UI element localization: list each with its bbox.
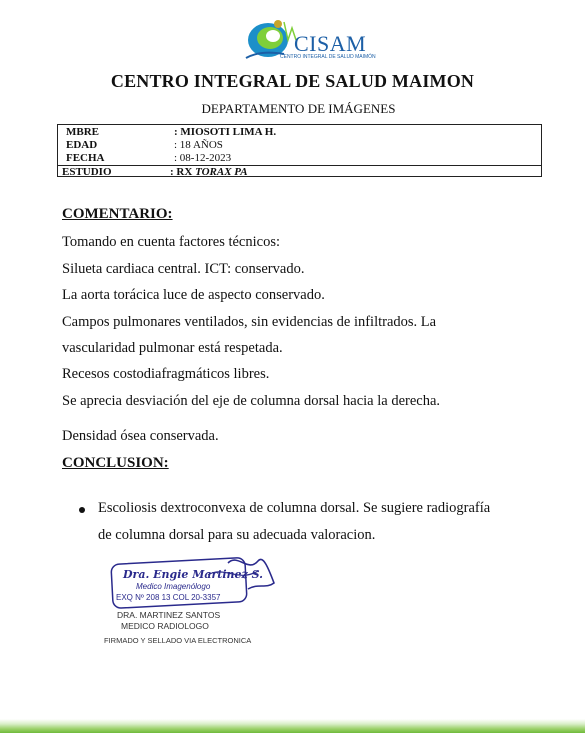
bullet-icon [79, 507, 85, 513]
comment-line: Tomando en cuenta factores técnicos: [62, 234, 281, 250]
patient-name-value: : MIOSOTI LIMA H. [174, 126, 277, 138]
doctor-stamp [108, 553, 278, 611]
patient-date-value: : 08-12-2023 [174, 152, 232, 164]
patient-row-study [58, 165, 541, 179]
comment-line: Se aprecia desviación del eje de columna dorsal hacia la derecha. [62, 393, 441, 409]
patient-age-label: EDAD [66, 139, 98, 151]
stamp-exequatur: EXQ Nº 208 13 COL 20-3357 [116, 593, 221, 602]
comment-line: La aorta torácica luce de aspecto conservado. [62, 287, 325, 303]
patient-info-box [57, 124, 542, 177]
signer-role: MEDICO RADIOLOGO [121, 621, 209, 631]
comment-heading: COMENTARIO: [62, 206, 173, 222]
department-title: DEPARTAMENTO DE IMÁGENES [201, 101, 396, 116]
patient-row-name [62, 126, 541, 139]
patient-name-label: MBRE [66, 126, 99, 138]
conclusion-line: de columna dorsal para su adecuada valoracion. [98, 527, 376, 543]
comment-line: Recesos costodiafragmáticos libres. [62, 366, 270, 382]
comment-line: Silueta cardiaca central. ICT: conservado. [62, 261, 305, 277]
conclusion-heading: CONCLUSION: [62, 455, 169, 471]
patient-row-age [62, 139, 541, 152]
stamp-name: Dra. Engie Martinez S. [123, 568, 264, 581]
comment-line: Densidad ósea conservada. [62, 428, 219, 444]
patient-date-label: FECHA [66, 152, 105, 164]
document-title: CENTRO INTEGRAL DE SALUD MAIMON [110, 71, 475, 91]
logo-subtext: CENTRO INTEGRAL DE SALUD MAIMÓN [280, 54, 376, 60]
cisam-logo [240, 14, 375, 64]
logo-text: CISAM [294, 31, 367, 56]
stamp-role: Medico Imagenólogo [136, 582, 211, 591]
signer-name: DRA. MARTINEZ SANTOS [117, 610, 221, 620]
comment-line: Campos pulmonares ventilados, sin evidencias de infiltrados. La [62, 314, 437, 330]
patient-age-value: : 18 AÑOS [174, 139, 223, 151]
conclusion-line: Escoliosis dextroconvexa de columna dorsal. Se sugiere radiografía [98, 500, 491, 516]
footer-green-bar [0, 719, 585, 733]
patient-row-date [62, 152, 541, 165]
patient-study-label: ESTUDIO [62, 166, 112, 178]
patient-study-value: : RX TORAX PA [170, 166, 248, 178]
signature-note: FIRMADO Y SELLADO VIA ELECTRONICA [104, 636, 252, 645]
comment-line: vascularidad pulmonar está respetada. [62, 340, 283, 356]
